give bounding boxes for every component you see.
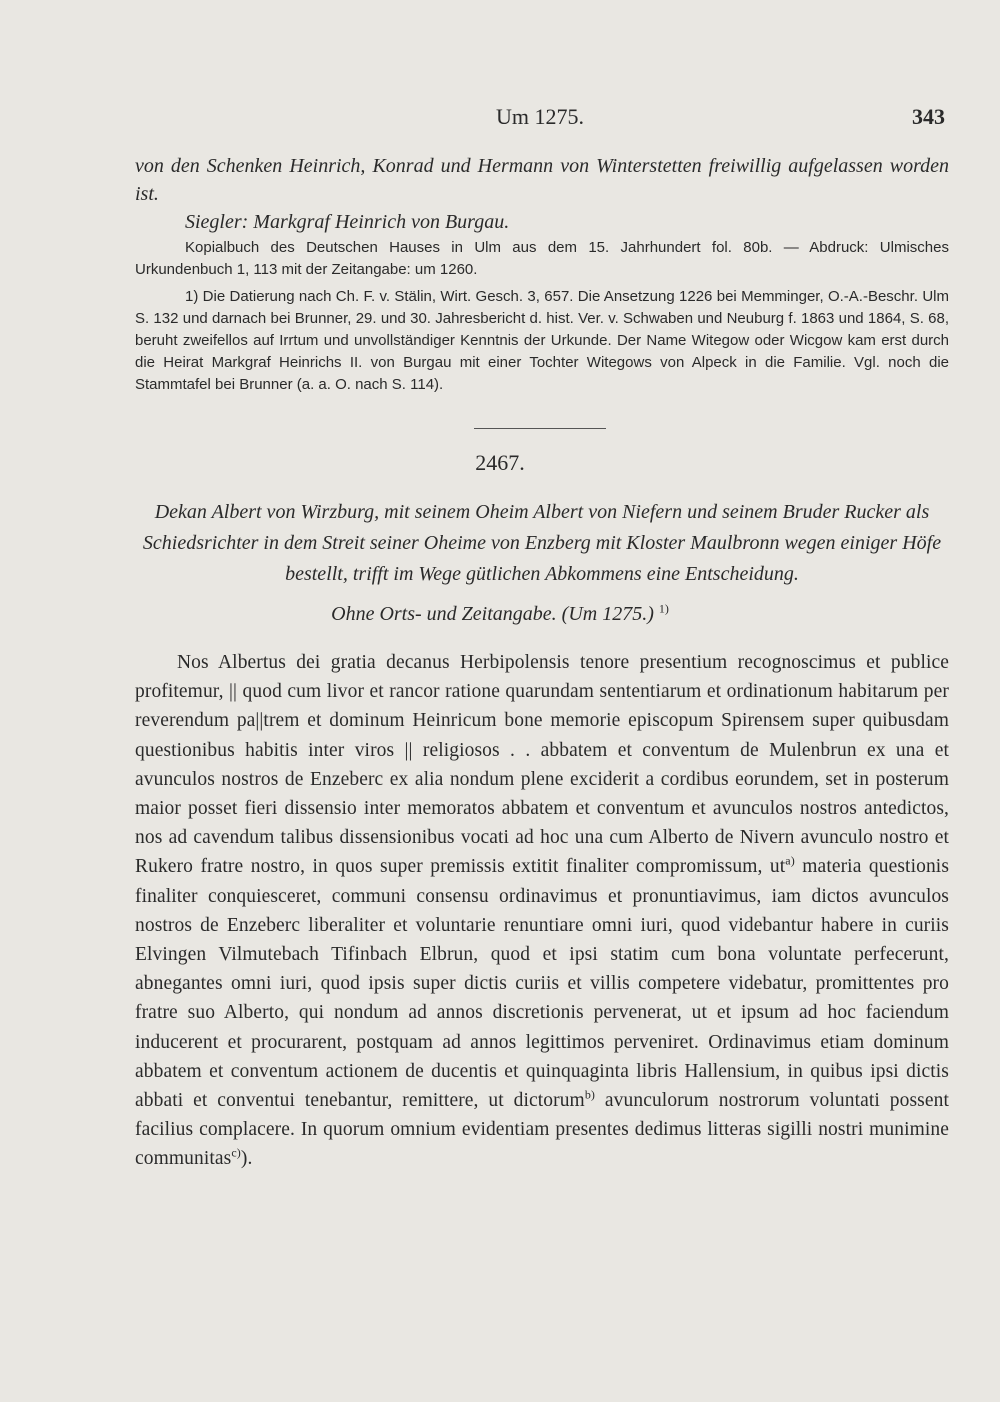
place-date-text: Ohne Orts- und Zeitangabe. (Um 1275.) (331, 603, 654, 625)
footnote-block (135, 286, 949, 396)
running-title: Um 1275. (496, 104, 584, 129)
source-note-block (135, 237, 949, 281)
sealer-line: Siegler: Markgraf Heinrich von Burgau. (185, 211, 510, 233)
place-date-line (0, 603, 1000, 626)
previous-document-end (135, 152, 949, 236)
text-end: ). (240, 1148, 253, 1170)
source-note: Kopialbuch des Deutschen Hauses in Ulm aus dem 15. Jahrhundert fol. 80b. — Abdruck: Ulmisches Urkundenbuch 1, 113 mit der Zeitangabe: um 1260. (135, 239, 949, 278)
note-marker-b: b) (584, 1087, 596, 1102)
page-number: 343 (912, 104, 945, 129)
note-marker-c: c) (231, 1145, 241, 1160)
footnote-1: 1) Die Datierung nach Ch. F. v. Stälin, Wirt. Gesch. 3, 657. Die Ansetzung 1226 bei Memminger, O.-A.-Beschr. Ulm S. 132 und darnach bei Brunner, 29. und 30. Jahresbericht d. hist. Ver. v. Schwaben und Neuburg f. 1863 und 1864, S. 68, beruht zweifellos auf Irrtum und unvollständiger Kenntnis der Urkunde. Der Name Witegow oder Wicgow kam erst durch die Heirat Markgraf Heinrichs II. von Burgau mit einer Tochter Witegows von Alpeck in die Familie. Vgl. noch die Stammtafel bei Brunner (a. a. O. nach S. 114). (135, 288, 949, 393)
text-part-1: Nos Albertus dei gratia decanus Herbipolensis tenore presentium recognoscimus et publice profitemur, || quod cum livor et rancor ratione quarundam sententiarum et ordinationum habitarum per reverendum pa||trem et dominum Heinricum bone memorie episcopum Spirensem super quibusdam questionibus habitis inter viros || religiosos . . abbatem et conventum de Mulenbrun ex una et avunculos nostros de Enzeberc ex alia nondum plene exciderit a cordibus eorundem, set in posterum maior posset fieri dissensio inter memoratos abbatem et conventum et avunculos nostros antedictos, nos ad cavendum talibus dissensionibus vocati ad hoc una cum Alberto de Nivern avunculo nostro et Rukero fratre nostro, in quos super premissis extitit finaliter compromissum, ut (135, 652, 949, 878)
text-part-3: avunculorum nostrorum voluntati possent facilius complacere. In quorum omnium evidentiam presentes dedimus litteras sigilli nostri munimine communitas (135, 1090, 949, 1170)
document-number: 2467. (475, 450, 525, 475)
text-part-2: materia questionis finaliter conquiesceret, communi consensu ordinavimus et pronuntiavimus, iam dictos avunculos nostros de Enzeberc liberaliter et voluntarie renuntiare omni iuri, quod videbantur habere in curiis Elvingen Vilmutebach Tifinbach Elbrun, quod et ipsi statim cum bona voluntate perfecerunt, abnegantes omni iuri, quod ipsis super dictis curiis et villis competere videbatur, promittentes pro fratre suo Alberto, qui nondum ad annos discretionis pervenerat, ut et ipsum ad hoc faciendum inducerent et procurarent, postquam ad annos legittimos perveniret. Ordinavimus etiam dominum abbatem et conventum actionem de ducentis et quinquaginta libris Hallensium, in quibus ipsi dictis abbati et conventui tenebantur, remittere, ut dictorum (135, 856, 950, 1112)
place-date-note-marker: 1) (658, 601, 669, 616)
section-divider (474, 428, 606, 429)
document-paragraph (135, 648, 949, 1174)
document-text (135, 648, 949, 1174)
note-marker-a: a) (785, 853, 795, 868)
page-header (135, 104, 945, 138)
regest: Dekan Albert von Wirzburg, mit seinem Oheim Albert von Niefern und seinem Bruder Rucker als Schiedsrichter in dem Streit seiner Oheime von Enzberg mit Kloster Maulbronn wegen einiger Höfe bestellt, trifft im Wege gütlichen Abkommens eine Entscheidung. (142, 501, 942, 585)
continuation-text: von den Schenken Heinrich, Konrad und Hermann von Winterstetten freiwillig aufgelassen worden ist. (135, 155, 949, 205)
